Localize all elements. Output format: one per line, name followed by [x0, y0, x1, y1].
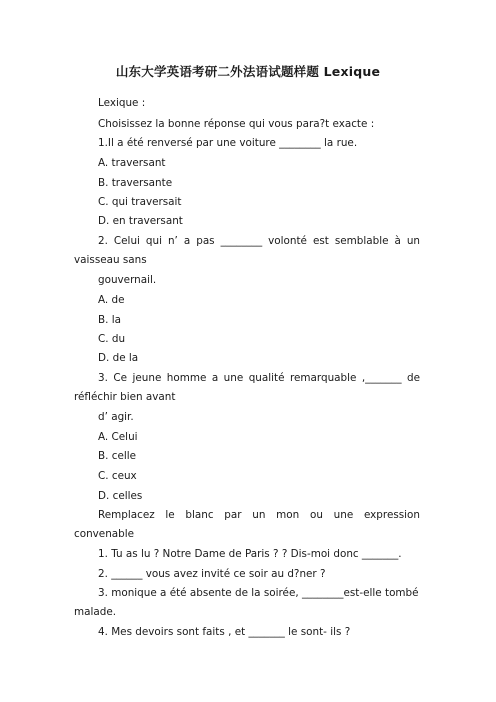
question-2-continued: vaisseau sans — [74, 254, 147, 266]
section-heading-lexique: Lexique : — [98, 97, 146, 109]
question-3: 3. Ce jeune homme a une qualité remarquable ,_______ de — [98, 372, 420, 384]
question-3-continued: d’ agir. — [98, 411, 134, 423]
section-heading-remplacez: Remplacez le blanc par un mon ou une expression — [98, 509, 420, 521]
fill-blank-3: 3. monique a été absente de la soirée, ________est-elle tombé — [98, 587, 419, 599]
q1-option-d: D. en traversant — [98, 215, 183, 227]
fill-blank-3-continued: malade. — [74, 606, 117, 618]
fill-blank-4: 4. Mes devoirs sont faits , et _______ le sont- ils ? — [98, 626, 351, 638]
fill-blank-2: 2. ______ vous avez invité ce soir au d?ner ? — [98, 568, 326, 580]
q3-option-b: B. celle — [98, 450, 137, 462]
q2-option-a: A. de — [98, 294, 125, 306]
question-2-continued: gouvernail. — [98, 274, 157, 286]
question-1: 1.Il a été renversé par une voiture ________ la rue. — [98, 137, 358, 149]
question-2: 2. Celui qui n’ a pas ________ volonté est semblable à un — [98, 235, 420, 247]
document-title: 山东大学英语考研二外法语试题样题 Lexique — [115, 64, 381, 79]
q3-option-d: D. celles — [98, 490, 143, 502]
q2-option-c: C. du — [98, 333, 126, 345]
q1-option-a: A. traversant — [98, 157, 166, 169]
q1-option-c: C. qui traversait — [98, 196, 182, 208]
q3-option-a: A. Celui — [98, 431, 138, 443]
q1-option-b: B. traversante — [98, 177, 173, 189]
q2-option-d: D. de la — [98, 352, 139, 364]
question-3-continued: réfléchir bien avant — [74, 391, 176, 403]
q3-option-c: C. ceux — [98, 470, 137, 482]
q2-option-b: B. la — [98, 314, 121, 326]
fill-blank-1: 1. Tu as lu ? Notre Dame de Paris ? ? Dis-moi donc _______. — [98, 548, 402, 560]
section-heading-continued: convenable — [74, 528, 135, 540]
instruction-line: Choisissez la bonne réponse qui vous para?t exacte : — [98, 118, 375, 130]
